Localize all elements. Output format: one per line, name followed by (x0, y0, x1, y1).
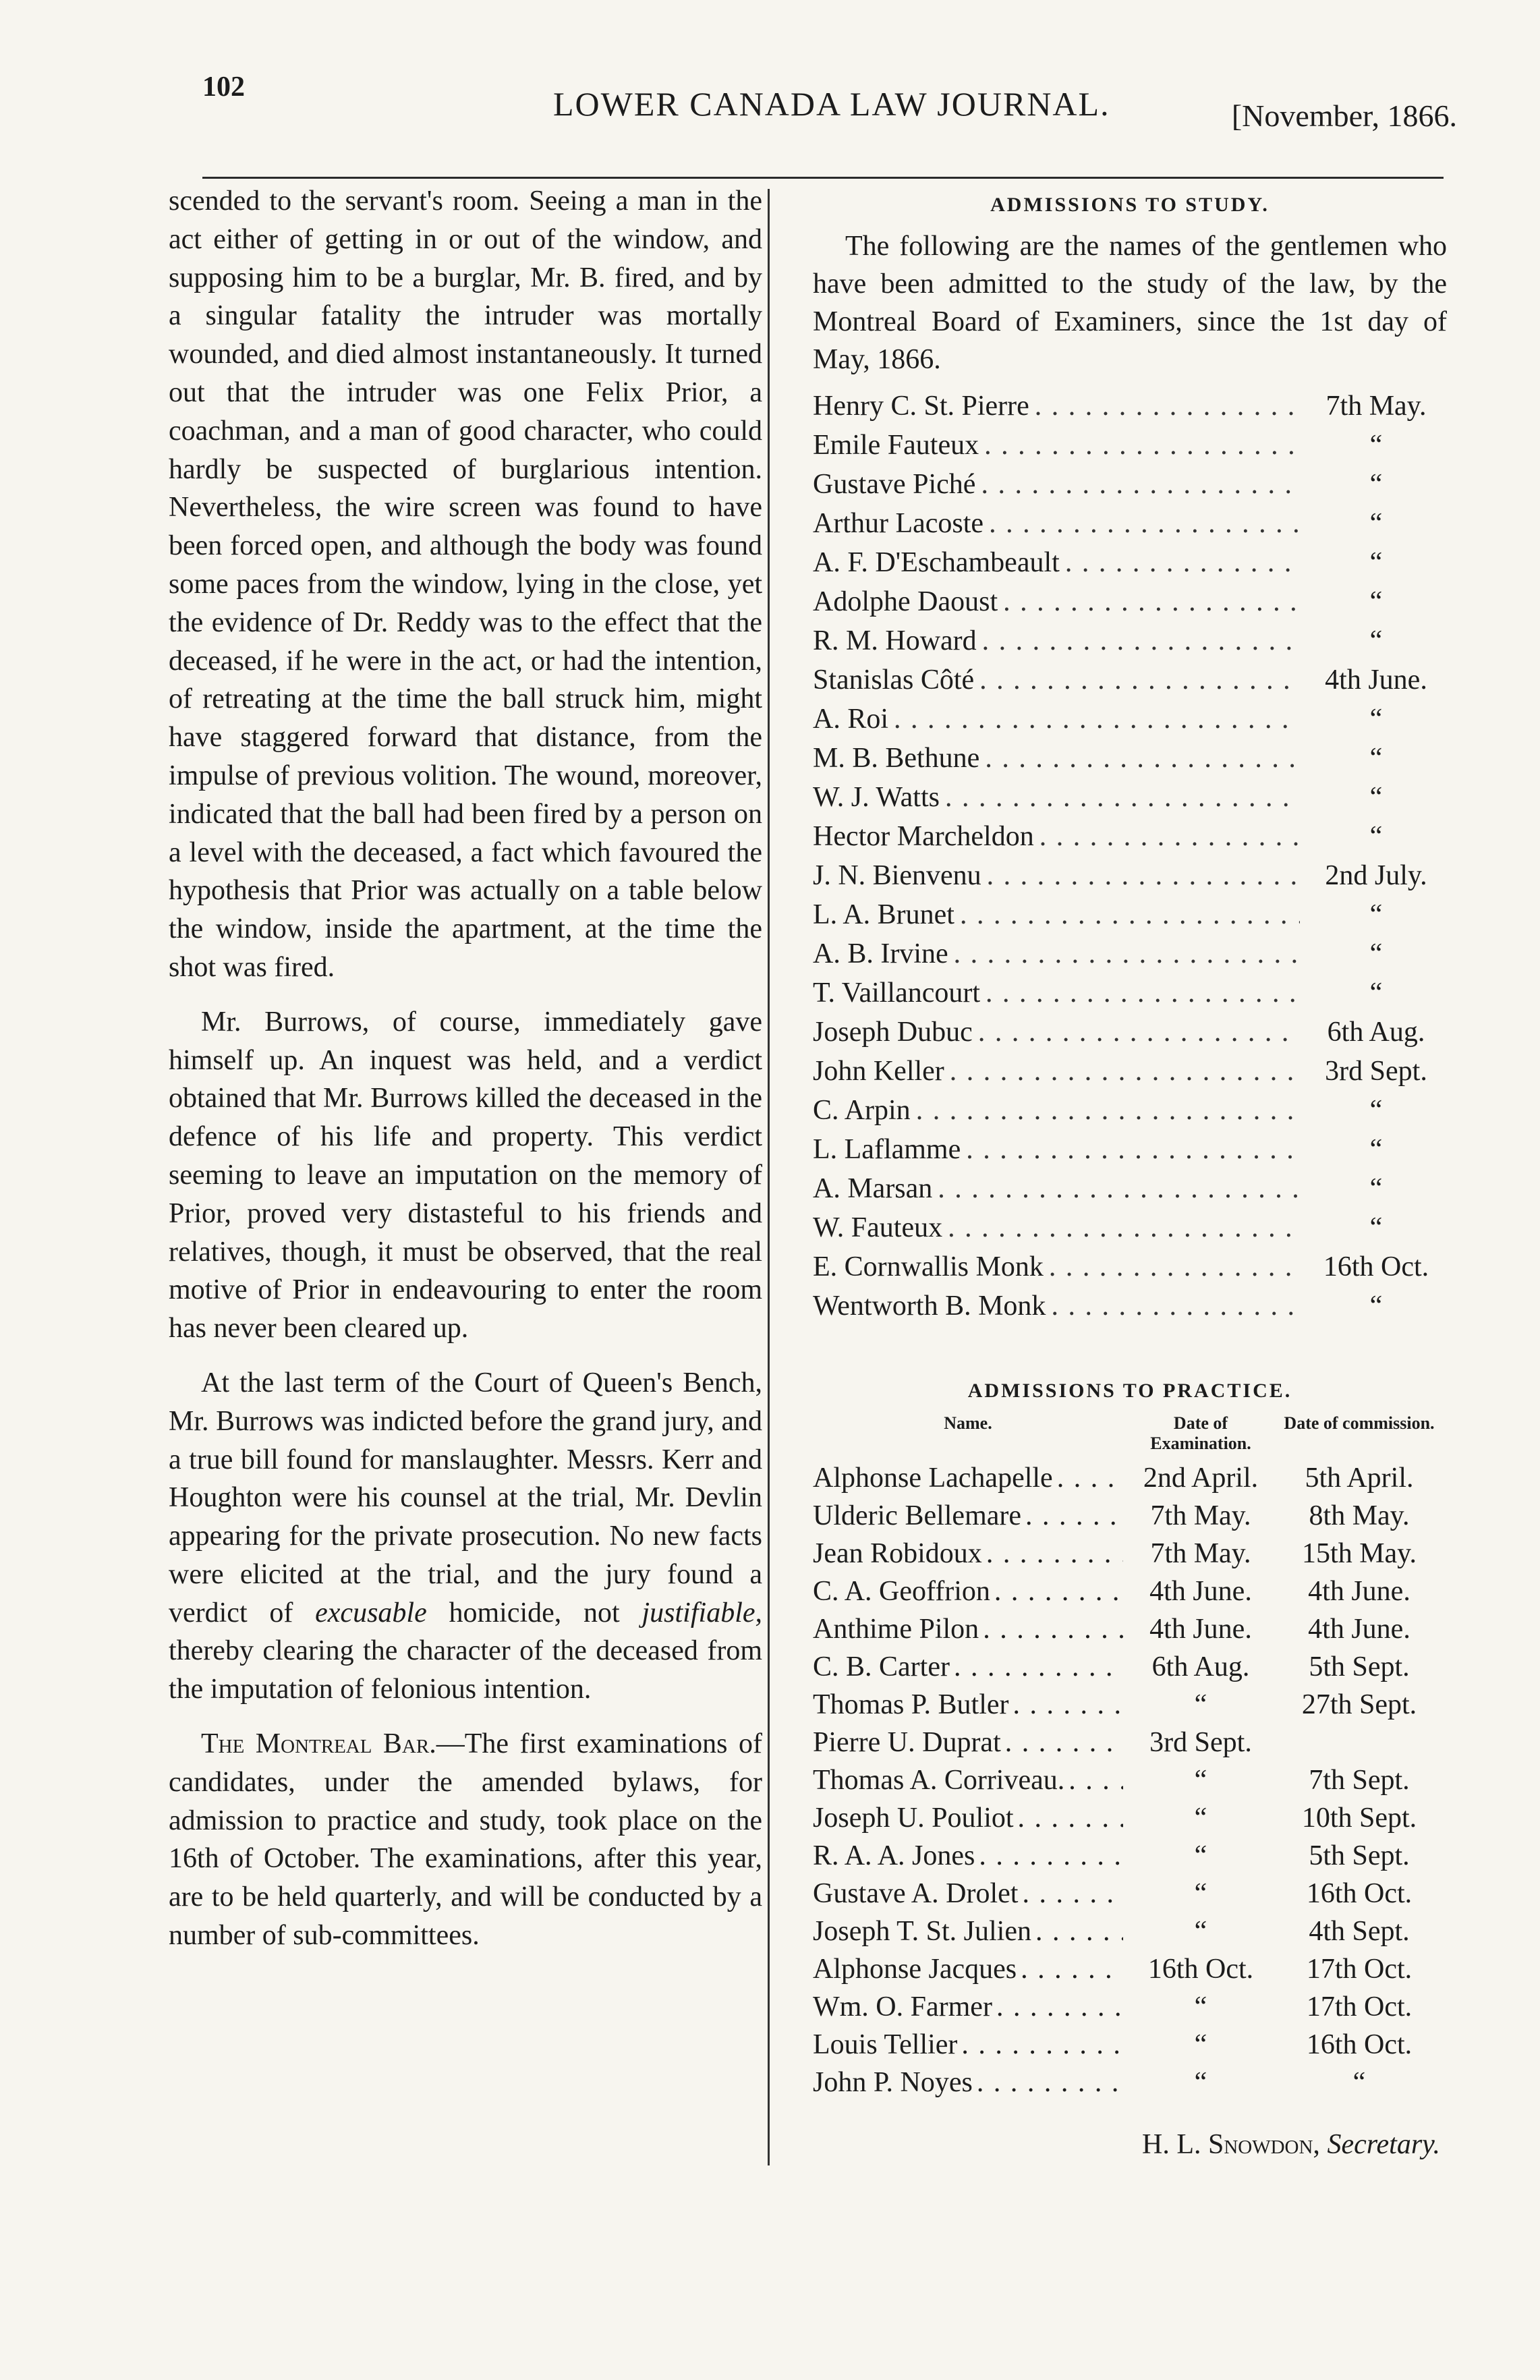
commission-date-cell: “ (1352, 2067, 1366, 2098)
commission-date-cell: 17th Oct. (1306, 1991, 1413, 2022)
commission-date-cell: 4th June. (1308, 1576, 1410, 1607)
dot-leader (960, 895, 1300, 934)
study-date: “ (1369, 821, 1383, 852)
exam-date-cell: 7th May. (1150, 1538, 1251, 1569)
dot-leader (1005, 1724, 1123, 1761)
practice-name-cell (813, 1875, 1123, 1913)
page-number: 102 (202, 72, 245, 103)
exam-date-cell: “ (1194, 2029, 1207, 2060)
study-name: Stanislas Côté (813, 664, 975, 696)
exam-date-cell: 3rd Sept. (1149, 1727, 1252, 1758)
exam-date-cell: “ (1194, 1878, 1207, 1909)
paragraph-incident: scended to the servant's room. Seeing a man in the act either of getting in or out of the window, and supposing him to be a burglar, Mr. B. fired, and by a singular fatality the intruder was mortally wounded, and died almost instantaneously. It turned out that the intruder was one Felix Prior, a coachman, and a man of good character, who could hardly be suspected of burglarious intention. Nevertheless, the wire screen was found to have been forced open, and although the body was found some paces from the window, lying in the close, yet the evidence of Dr. Reddy was to the effect that the deceased, if he were in the act, or had the intention, of retreating at the time the ball struck him, might have staggered forward that distance, from the impulse of previous volition. The wound, moreover, indicated that the ball had been fired by a person on a level with the deceased, a fact which favoured the hypothesis that Prior was actually on a table below the window, inside the apartment, at the time the shot was fired. (169, 186, 762, 983)
exam-date-cell: 16th Oct. (1147, 1954, 1254, 1985)
dot-leader (1057, 1459, 1123, 1497)
issue-date: [November, 1866. (1231, 98, 1457, 133)
study-name: Wentworth B. Monk (813, 1291, 1046, 1322)
study-row (813, 426, 1447, 465)
dot-leader (938, 1169, 1300, 1208)
study-name: E. Cornwallis Monk (813, 1251, 1044, 1282)
journal-title: LOWER CANADA LAW JOURNAL. (553, 85, 1110, 123)
study-row (813, 778, 1447, 817)
practice-name: Wm. O. Farmer (813, 1991, 992, 2022)
practice-name: Joseph U. Pouliot (813, 1803, 1014, 1834)
study-name: Emile Fauteux (813, 430, 979, 461)
study-row (813, 700, 1447, 739)
commission-date-cell: 4th June. (1308, 1614, 1410, 1645)
commission-date-cell: 5th Sept. (1309, 1840, 1410, 1871)
study-date: “ (1369, 469, 1383, 500)
study-row (813, 856, 1447, 895)
practice-name-cell (813, 1610, 1123, 1648)
trial-emphasis-excusable: excusable (315, 1597, 427, 1628)
practice-name-cell (813, 1497, 1123, 1535)
study-name: A. Roi (813, 704, 889, 735)
study-name: Joseph Dubuc (813, 1017, 973, 1048)
dot-leader (1022, 1875, 1123, 1913)
practice-name-cell (813, 1950, 1123, 1988)
study-heading: ADMISSIONS TO STUDY. (990, 194, 1270, 216)
practice-name-cell (813, 1686, 1123, 1724)
right-column (813, 186, 1447, 2161)
dot-leader (984, 426, 1300, 465)
signature (813, 2128, 1447, 2161)
study-row (813, 973, 1447, 1013)
practice-name: C. A. Geoffrion (813, 1576, 990, 1607)
practice-name-cell (813, 2026, 1123, 2064)
dot-leader (1003, 582, 1300, 621)
commission-date-cell: 10th Sept. (1301, 1803, 1417, 1834)
trial-emphasis-justifiable: justifiable, (641, 1597, 762, 1628)
trial-text-a: At the last term of the Court of Queen's Bench, Mr. Burrows was indicted before the grand jury, and a true bill found for manslaughter. Messrs. Kerr and Houghton were his counsel at the trial, Mr. Devlin appearing for the private prosecution. No new facts were elicited at the trial, and the jury found a verdict of (169, 1367, 762, 1628)
exam-date-cell: “ (1194, 2067, 1207, 2098)
dot-leader (1065, 543, 1300, 582)
study-row (813, 1169, 1447, 1208)
practice-name-cell (813, 1988, 1123, 2026)
study-row (813, 387, 1447, 426)
dot-leader (1035, 387, 1300, 426)
dot-leader (954, 1648, 1123, 1686)
practice-name: Anthime Pilon (813, 1614, 979, 1645)
study-row (813, 1247, 1447, 1286)
practice-name-cell (813, 1913, 1123, 1950)
practice-name-cell (813, 1799, 1123, 1837)
study-row (813, 1286, 1447, 1326)
study-row (813, 465, 1447, 504)
study-date: “ (1369, 743, 1383, 774)
dot-leader (1018, 1799, 1123, 1837)
dot-leader (954, 934, 1300, 973)
dot-leader (979, 660, 1300, 700)
study-list (813, 387, 1447, 1326)
dot-leader (986, 1535, 1123, 1572)
practice-name: Gustave A. Drolet (813, 1878, 1019, 1909)
study-name: Gustave Piché (813, 469, 976, 500)
practice-name-cell (813, 1535, 1123, 1572)
study-row (813, 1130, 1447, 1169)
study-date: 16th Oct. (1323, 1251, 1429, 1282)
study-name: W. J. Watts (813, 782, 940, 813)
commission-date-cell: 15th May. (1302, 1538, 1417, 1569)
study-date: 4th June. (1325, 664, 1427, 696)
practice-name-cell (813, 1648, 1123, 1686)
dot-leader (1039, 817, 1300, 856)
study-date: “ (1369, 978, 1383, 1009)
practice-name-cell (813, 2064, 1123, 2101)
study-date: 2nd July. (1325, 860, 1427, 891)
study-row (813, 817, 1447, 856)
exam-date-cell: “ (1194, 1991, 1207, 2022)
study-date: 7th May. (1325, 391, 1427, 422)
exam-date-cell: “ (1194, 1916, 1207, 1947)
study-name: L. Laflamme (813, 1134, 961, 1165)
dot-leader (985, 739, 1300, 778)
commission-date-cell: 17th Oct. (1306, 1954, 1413, 1985)
study-name: C. Arpin (813, 1095, 911, 1126)
practice-name: Ulderic Bellemare (813, 1500, 1022, 1531)
paragraph-trial (169, 1364, 762, 1709)
dot-leader (982, 621, 1300, 660)
study-date: “ (1369, 430, 1383, 461)
practice-heading: ADMISSIONS TO PRACTICE. (967, 1380, 1292, 1402)
dot-leader (1025, 1497, 1123, 1535)
trial-text-b: homicide, not (426, 1597, 642, 1628)
dot-leader (978, 1013, 1300, 1052)
study-date: 6th Aug. (1327, 1017, 1425, 1048)
dot-leader (1068, 1761, 1123, 1799)
exam-date-cell: 2nd April. (1143, 1463, 1259, 1494)
practice-name: Joseph T. St. Julien (813, 1916, 1031, 1947)
study-name: L. A. Brunet (813, 899, 954, 930)
practice-name: Alphonse Lachapelle (813, 1463, 1053, 1494)
exam-date-cell: “ (1194, 1689, 1207, 1720)
study-name: Adolphe Daoust (813, 586, 998, 617)
study-date: “ (1369, 704, 1383, 735)
study-date: “ (1369, 1173, 1383, 1204)
exam-date-cell: “ (1194, 1765, 1207, 1796)
exam-date-cell: 4th June. (1149, 1576, 1252, 1607)
study-row (813, 660, 1447, 700)
dot-leader (994, 1572, 1123, 1610)
practice-name: Jean Robidoux (813, 1538, 982, 1569)
dot-leader (1049, 1247, 1300, 1286)
column-divider (768, 189, 770, 2165)
practice-name: C. B. Carter (813, 1651, 950, 1682)
practice-name: Alphonse Jacques (813, 1954, 1017, 1985)
dot-leader (979, 1837, 1123, 1875)
montreal-bar-heading: The Montreal Bar. (201, 1728, 436, 1760)
commission-date-cell: 5th Sept. (1309, 1651, 1410, 1682)
column-header-name: Name. (944, 1413, 992, 1433)
commission-date-cell: 4th Sept. (1309, 1916, 1410, 1947)
study-intro: The following are the names of the gentlemen who have been admitted to the study of the law, by the Montreal Board of Examiners, since the 1st day of May, 1866. (813, 231, 1447, 375)
study-row (813, 1013, 1447, 1052)
trial-text-c: thereby clearing the character of the deceased from the imputation of felonious intention. (169, 1635, 762, 1705)
study-date: “ (1369, 1095, 1383, 1126)
practice-name: John P. Noyes (813, 2067, 973, 2098)
header-rule (202, 177, 1444, 179)
exam-date-cell: “ (1194, 1803, 1207, 1834)
dot-leader (987, 856, 1300, 895)
study-row (813, 621, 1447, 660)
dot-leader (945, 778, 1300, 817)
dot-leader (966, 1130, 1300, 1169)
study-row (813, 1091, 1447, 1130)
dot-leader (1035, 1913, 1123, 1950)
study-row (813, 1208, 1447, 1247)
commission-date-cell: 27th Sept. (1301, 1689, 1417, 1720)
commission-date-cell (1278, 1724, 1440, 1761)
dot-leader (996, 1988, 1123, 2026)
study-date: “ (1369, 1291, 1383, 1322)
column-header-commission-date: Date of commission. (1284, 1413, 1435, 1433)
paragraph-inquest: Mr. Burrows, of course, immediately gave himself up. An inquest was held, and a verdict obtained that Mr. Burrows killed the deceased in the defence of his life and property. This verdict seeming to leave an imputation on the memory of Prior, proved very distasteful to his friends and relatives, though, it must be observed, that the real motive of Prior in endeavouring to enter the room has never been cleared up. (169, 1006, 762, 1344)
study-date: “ (1369, 938, 1383, 969)
practice-name-cell (813, 1761, 1123, 1799)
study-name: T. Vaillancourt (813, 978, 981, 1009)
dot-leader (1021, 1950, 1123, 1988)
paragraph-montreal-bar (169, 1725, 762, 1955)
dot-leader (950, 1052, 1300, 1091)
study-date: “ (1369, 899, 1383, 930)
column-header-exam-date: Date of Examination. (1150, 1413, 1251, 1453)
exam-date-cell: 6th Aug. (1151, 1651, 1250, 1682)
dot-leader (983, 1610, 1123, 1648)
left-column (169, 182, 762, 1971)
commission-date-cell: 16th Oct. (1306, 1878, 1413, 1909)
practice-section (813, 1380, 1447, 2161)
practice-name: R. A. A. Jones (813, 1840, 975, 1871)
exam-date-cell: “ (1194, 1840, 1207, 1871)
signature-title: Secretary. (1327, 2129, 1440, 2160)
dot-leader (961, 2026, 1123, 2064)
commission-date-cell: 7th Sept. (1309, 1765, 1410, 1796)
practice-name-cell (813, 1459, 1123, 1497)
study-name: R. M. Howard (813, 625, 977, 656)
study-row (813, 739, 1447, 778)
signature-name: H. L. Snowdon, (1142, 2129, 1320, 2160)
commission-date-cell: 8th May. (1309, 1500, 1410, 1531)
study-name: A. Marsan (813, 1173, 933, 1204)
dot-leader (916, 1091, 1300, 1130)
practice-name: Pierre U. Duprat (813, 1727, 1001, 1758)
dot-leader (1013, 1686, 1124, 1724)
practice-name: Thomas A. Corriveau. (813, 1765, 1065, 1796)
study-date: “ (1369, 547, 1383, 578)
study-name: J. N. Bienvenu (813, 860, 981, 891)
practice-name: Thomas P. Butler (813, 1689, 1009, 1720)
study-name: John Keller (813, 1056, 944, 1087)
dot-leader (986, 973, 1300, 1013)
study-row (813, 934, 1447, 973)
commission-date-cell: 16th Oct. (1306, 2029, 1413, 2060)
study-date: “ (1369, 508, 1383, 539)
study-row (813, 582, 1447, 621)
exam-date-cell: 4th June. (1149, 1614, 1252, 1645)
exam-date-cell: 7th May. (1150, 1500, 1251, 1531)
study-date: “ (1369, 1134, 1383, 1165)
study-name: Hector Marcheldon (813, 821, 1034, 852)
study-name: M. B. Bethune (813, 743, 980, 774)
study-name: Arthur Lacoste (813, 508, 984, 539)
practice-name-cell (813, 1837, 1123, 1875)
page-header (202, 64, 1457, 132)
study-date: “ (1369, 625, 1383, 656)
practice-name: Louis Tellier (813, 2029, 958, 2060)
study-name: A. B. Irvine (813, 938, 948, 969)
study-row (813, 1052, 1447, 1091)
montreal-bar-text: —The first examinations of candidates, under the amended bylaws, for admission to practice and study, took place on the 16th of October. The examinations, after this year, are to be held quarterly, and will be conducted by a number of sub-committees. (169, 1728, 762, 1952)
practice-table (813, 1413, 1447, 2101)
study-name: W. Fauteux (813, 1212, 943, 1243)
study-date: “ (1369, 782, 1383, 813)
dot-leader (977, 2064, 1123, 2101)
dot-leader (894, 700, 1300, 739)
study-name: A. F. D'Eschambeault (813, 547, 1060, 578)
practice-name-cell (813, 1724, 1123, 1761)
dot-leader (948, 1208, 1300, 1247)
commission-date-cell: 5th April. (1305, 1463, 1414, 1494)
dot-leader (1051, 1286, 1300, 1326)
study-row (813, 895, 1447, 934)
dot-leader (981, 465, 1300, 504)
study-row (813, 504, 1447, 543)
study-date: “ (1369, 586, 1383, 617)
dot-leader (989, 504, 1300, 543)
study-name: Henry C. St. Pierre (813, 391, 1029, 422)
practice-name-cell (813, 1572, 1123, 1610)
study-row (813, 543, 1447, 582)
study-date: “ (1369, 1212, 1383, 1243)
study-date: 3rd Sept. (1325, 1056, 1427, 1087)
